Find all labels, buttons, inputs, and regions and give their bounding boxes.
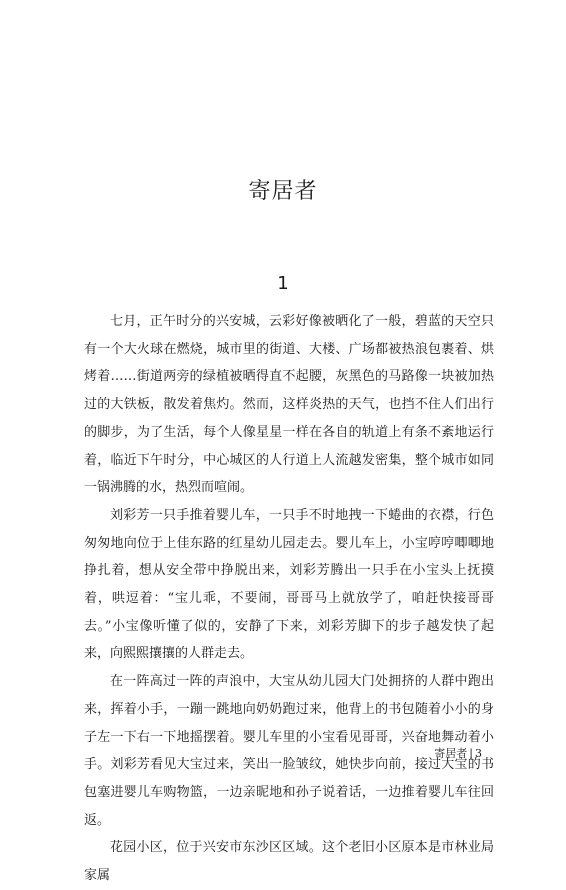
page-footer (434, 747, 482, 761)
section-number: 1 (277, 273, 289, 294)
paragraph: 七月，正午时分的兴安城，云彩好像被晒化了一般，碧蓝的天空只有一个大火球在燃烧，城市里的街道、大楼、广场都被热浪包裹着、烘烤着……街道两旁的绿植被晒得直不起腰，灰黑色的马路像一块被加热过的大铁板，散发着焦灼。然而，这样炎热的天气，也挡不住人们出行的脚步，为了生活，每个人像星星一样在各自的轨道上有条不紊地运行着，临近下午时分，中心城区的人行道上人流越发密集，整个城市如同一锅沸腾的水，热烈而喧闹。 (84, 314, 494, 496)
paragraph: 在一阵高过一阵的声浪中，大宝从幼儿园大门处拥挤的人群中跑出来，挥着小手，一蹦一跳地向奶奶跑过来，他背上的书包随着小小的身子左一下右一下地摇摆着。婴儿车里的小宝看见哥哥，兴奋地舞动着小手。刘彩芳看见大宝过来，笑出一脸皱纹，她快步向前，接过大宝的书包塞进婴儿车购物篮，一边亲昵地和孙子说着话，一边推着婴儿车往回返。 (84, 674, 494, 828)
chapter-title: 寄居者 (248, 179, 318, 204)
paragraph: 刘彩芳一只手推着婴儿车，一只手不时地拽一下蜷曲的衣襟，行色匆匆地向位于上佳东路的红星幼儿园走去。婴儿车上，小宝哼哼唧唧地挣扎着，想从安全带中挣脱出来，刘彩芳腾出一只手在小宝头上抚摸着，哄逗着：“宝儿乖，不要闹，哥哥马上就放学了，咱赶快接哥哥去。”小宝像听懂了似的，安静了下来，刘彩芳脚下的步子越发快了起来，向熙熙攘攘的人群走去。 (84, 507, 494, 662)
footer-book-title: 寄居者 (434, 747, 468, 760)
page-number: 3 (475, 747, 482, 760)
body-text (84, 308, 494, 890)
paragraph: 花园小区，位于兴安市东沙区区域。这个老旧小区原本是市林业局家属 (84, 840, 494, 884)
footer-separator: | (469, 747, 473, 760)
